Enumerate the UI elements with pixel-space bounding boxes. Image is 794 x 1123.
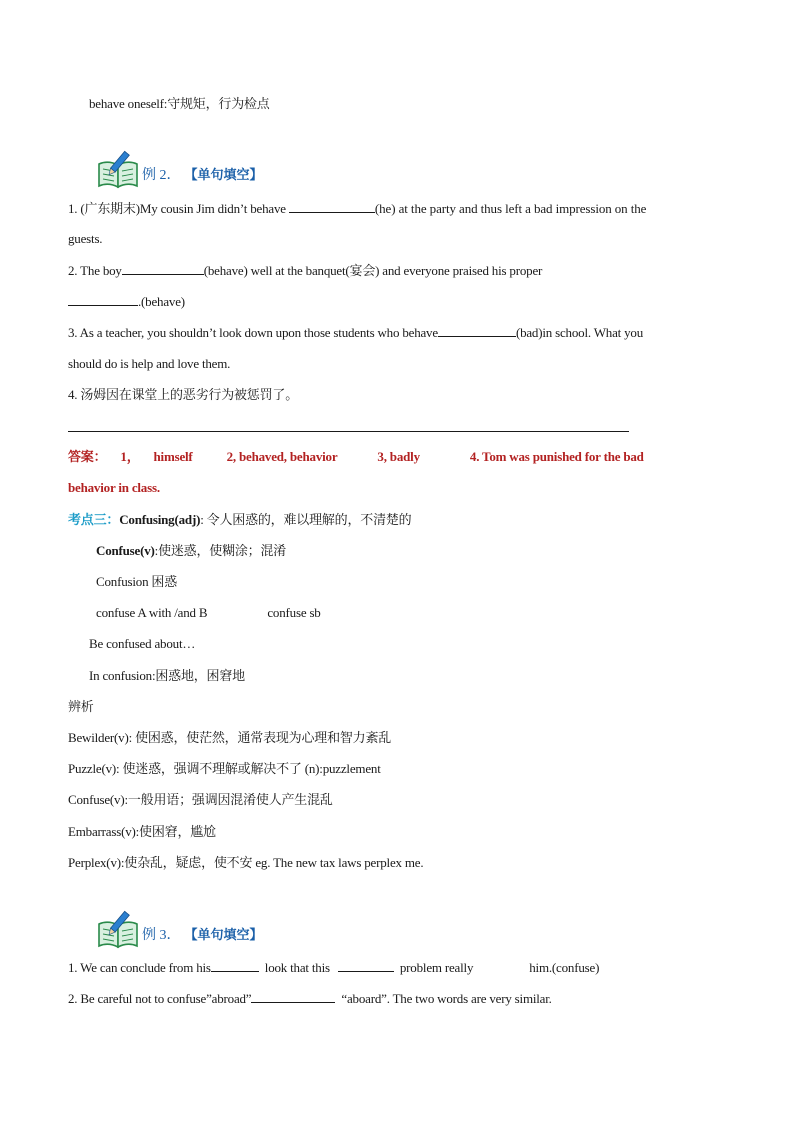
answer-2-line [68,449,644,465]
ex2-q3-cont: should do is help and love them. [68,356,231,371]
ex2-q2-cont [68,293,185,310]
confusion-line: Confusion 困惑 [96,574,178,589]
analysis-heading: 辨析 [68,699,94,714]
answer-blank[interactable] [68,293,138,306]
ex2-q3-text-a: 3. As a teacher, you shouldn’t look down upon those students who behave [68,325,438,340]
phrase-confuse-sb: confuse sb [267,605,321,620]
ex2-q1-text-a: 1. (广东期末)My cousin Jim didn’t behave [68,201,289,216]
answer-blank[interactable] [438,324,516,337]
example-3-title: 例 3． [142,928,181,943]
ex2-q2-text-a: 2. The boy [68,263,122,278]
ex2-q3-text-b: (bad)in school. What you [515,325,644,340]
answer-line[interactable] [68,431,629,432]
ex3-q1-text-b: look that this [264,960,330,975]
ex2-q4-line: 4. 汤姆因在课堂上的恶劣行为被惩罚了。 [68,387,299,402]
ex3-q1-text-a: 1. We can conclude from his [68,960,211,975]
answer-2: 2, behaved, behavior [226,449,338,464]
phrase-confuse-a-with-b: confuse A with /and B [96,605,208,620]
answer-4: 4. Tom was punished for the bad [469,449,644,464]
intro-line: behave oneself:守规矩，行为检点 [89,96,270,111]
point-3-label: 考点三： [68,512,120,527]
answer-blank[interactable] [251,990,335,1003]
answer-1: 1， [120,449,140,464]
ex3-q1-line [68,959,599,976]
book-pencil-icon [96,910,142,950]
confuse-line [96,543,286,559]
answer-1b: himself [153,449,193,464]
answer-blank[interactable] [338,959,394,972]
confuse-definition: :使迷惑，使糊涂；混淆 [154,543,287,558]
answer-blank[interactable] [211,959,259,972]
ex2-q2-text-b: (behave) well at the banquet(宴会) and everyone praised his proper [203,263,543,278]
example-3-label [142,924,263,944]
ex2-q2-text-c: .(behave) [138,294,185,309]
answer-3: 3, badly [377,449,420,464]
analysis-bewilder: Bewilder(v): 使困惑，使茫然，通常表现为心理和智力紊乱 [68,730,392,745]
answer-label: 答案： [68,449,107,464]
analysis-perplex: Perplex(v):使杂乱，疑虑，使不安 eg. The new tax laws perplex me. [68,855,424,870]
phrase-in-confusion: In confusion:困惑地，困窘地 [89,668,245,683]
ex3-q1-text-c: problem really [399,960,474,975]
point-3-term: Confusing(adj) [119,512,201,527]
phrase-line [96,605,321,621]
analysis-puzzle: Puzzle(v): 使迷惑，强调不理解或解决不了 (n):puzzlement [68,761,381,776]
ex2-q2-line [68,262,542,279]
example-2-label [142,164,263,184]
confuse-term: Confuse(v) [96,543,155,558]
answer-blank[interactable] [289,200,375,213]
ex3-q1-text-d: him.(confuse) [529,960,600,975]
answer-2-cont: behavior in class. [68,480,160,495]
example-3-tag: 【单句填空】 [184,928,263,943]
ex3-q2-line [68,990,552,1007]
ex2-q1-cont: guests. [68,231,103,246]
ex2-q1-text-b: (he) at the party and thus left a bad impression on the [374,201,647,216]
ex2-q1-line [68,200,646,217]
phrase-be-confused: Be confused about… [89,636,196,651]
book-pencil-icon [96,150,142,190]
point-3-heading [68,512,411,528]
ex3-q2-text-a: 2. Be careful not to confuse”abroad” [68,991,252,1006]
point-3-definition: : 令人困惑的，难以理解的，不清楚的 [200,512,412,527]
answer-blank[interactable] [122,262,204,275]
analysis-embarrass: Embarrass(v):使困窘，尴尬 [68,824,216,839]
example-2-tag: 【单句填空】 [184,168,263,183]
example-2-title: 例 2． [142,168,181,183]
ex2-q3-line [68,324,643,341]
ex3-q2-text-b: “aboard”. The two words are very similar. [341,991,552,1006]
analysis-confuse: Confuse(v):一般用语；强调因混淆使人产生混乱 [68,792,333,807]
